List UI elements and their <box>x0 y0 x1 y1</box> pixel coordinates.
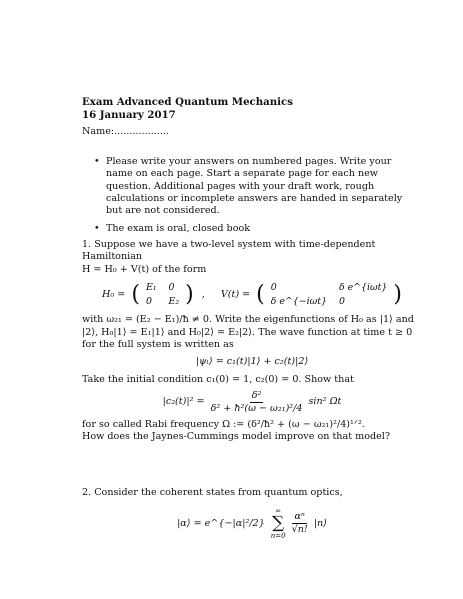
h0-m22: E₂ <box>168 296 180 308</box>
exam-title <box>82 96 422 121</box>
exam-date: 16 January 2017 <box>82 108 176 121</box>
instruction-text: Please write your answers on numbered pages. Write your name on each page. Start a separate page for each new question. Additional pages with your draft work, rough calculations or incomplete answers are handed in separately but are not considered. <box>106 156 403 217</box>
q1-text-1: with ω₂₁ = (E₂ − E₁)/ħ ≠ 0. Write the eigenfunctions of H₀ as |1⟩ and |2⟩, H₀|1⟩ = E₁|1⟩ and H₀|2⟩ = E₂|2⟩. The wave function at time t ≥ 0 for the full system is written as <box>82 314 414 351</box>
q1-intro-1: 1. Suppose we have a two-level system with time-dependent Hamiltonian <box>82 239 376 263</box>
q1-text-3: for so called Rabi frequency Ω := (δ²/ħ² + (ω − ω₂₁)²/4)¹ᐟ². <box>82 418 365 430</box>
sum-icon: ∑ <box>272 513 285 534</box>
q2-intro: 2. Consider the coherent states from quantum optics, <box>82 487 343 498</box>
bullet-icon: • <box>94 223 100 235</box>
instruction-item <box>94 156 420 217</box>
v-m22: 0 <box>339 296 345 308</box>
right-paren-icon: ) <box>393 282 402 308</box>
sum-block <box>271 507 286 540</box>
c2-rhs: sin² Ωt <box>308 396 342 408</box>
v-m21: δ e^{−iωt} <box>270 296 327 308</box>
q1-intro-2: H = H₀ + V(t) of the form <box>82 263 207 275</box>
rabi-denominator: δ² + ħ²(ω − ω₂₁)²/4 <box>210 402 303 414</box>
instruction-text: The exam is oral, closed book <box>106 223 251 235</box>
h0-m21: 0 <box>145 296 152 308</box>
h0-label: H₀ = <box>102 289 126 301</box>
left-paren-icon: ( <box>256 282 265 308</box>
h0-m11: E₁ <box>145 281 157 293</box>
q1-text-2: Take the initial condition c₁(0) = 1, c₂(0) = 0. Show that <box>82 373 354 385</box>
c2-lhs: |c₂(t)|² = <box>162 396 205 408</box>
v-m12: δ e^{iωt} <box>339 281 388 293</box>
question-2 <box>82 487 422 540</box>
comma-separator: , <box>201 289 205 301</box>
instruction-list <box>94 156 420 236</box>
h0-m12: 0 <box>168 281 175 293</box>
coherent-lhs: |α⟩ = e^{−|α|²/2} <box>177 517 265 529</box>
q1-text-4: How does the Jaynes-Cummings model improve on that model? <box>82 431 391 443</box>
hamiltonian-matrices <box>82 282 422 309</box>
instruction-item <box>94 223 420 235</box>
question-1 <box>82 239 422 444</box>
h0-matrix <box>146 282 179 309</box>
coherent-rhs: |n⟩ <box>313 517 327 529</box>
coherent-numerator: αⁿ <box>294 511 305 523</box>
sum-upper: ∞ <box>275 507 282 516</box>
sum-lower: n=0 <box>270 532 286 541</box>
coherent-denominator: √n! <box>291 524 308 536</box>
v-m11: 0 <box>270 281 277 293</box>
coherent-state-equation <box>82 507 422 540</box>
v-matrix <box>271 282 388 309</box>
exam-title-line: Exam Advanced Quantum Mechanics <box>82 96 293 108</box>
rabi-numerator: δ² <box>251 389 262 401</box>
rabi-probability-equation <box>82 390 422 415</box>
wavefunction-equation: |ψₜ⟩ = c₁(t)|1⟩ + c₂(t)|2⟩ <box>195 356 309 368</box>
left-paren-icon: ( <box>131 282 140 308</box>
right-paren-icon: ) <box>185 282 194 308</box>
rabi-fraction <box>211 390 303 415</box>
v-label: V(t) = <box>220 289 251 301</box>
bullet-icon: • <box>94 156 100 167</box>
coherent-fraction <box>292 511 308 536</box>
name-line: Name:.................. <box>82 126 170 137</box>
